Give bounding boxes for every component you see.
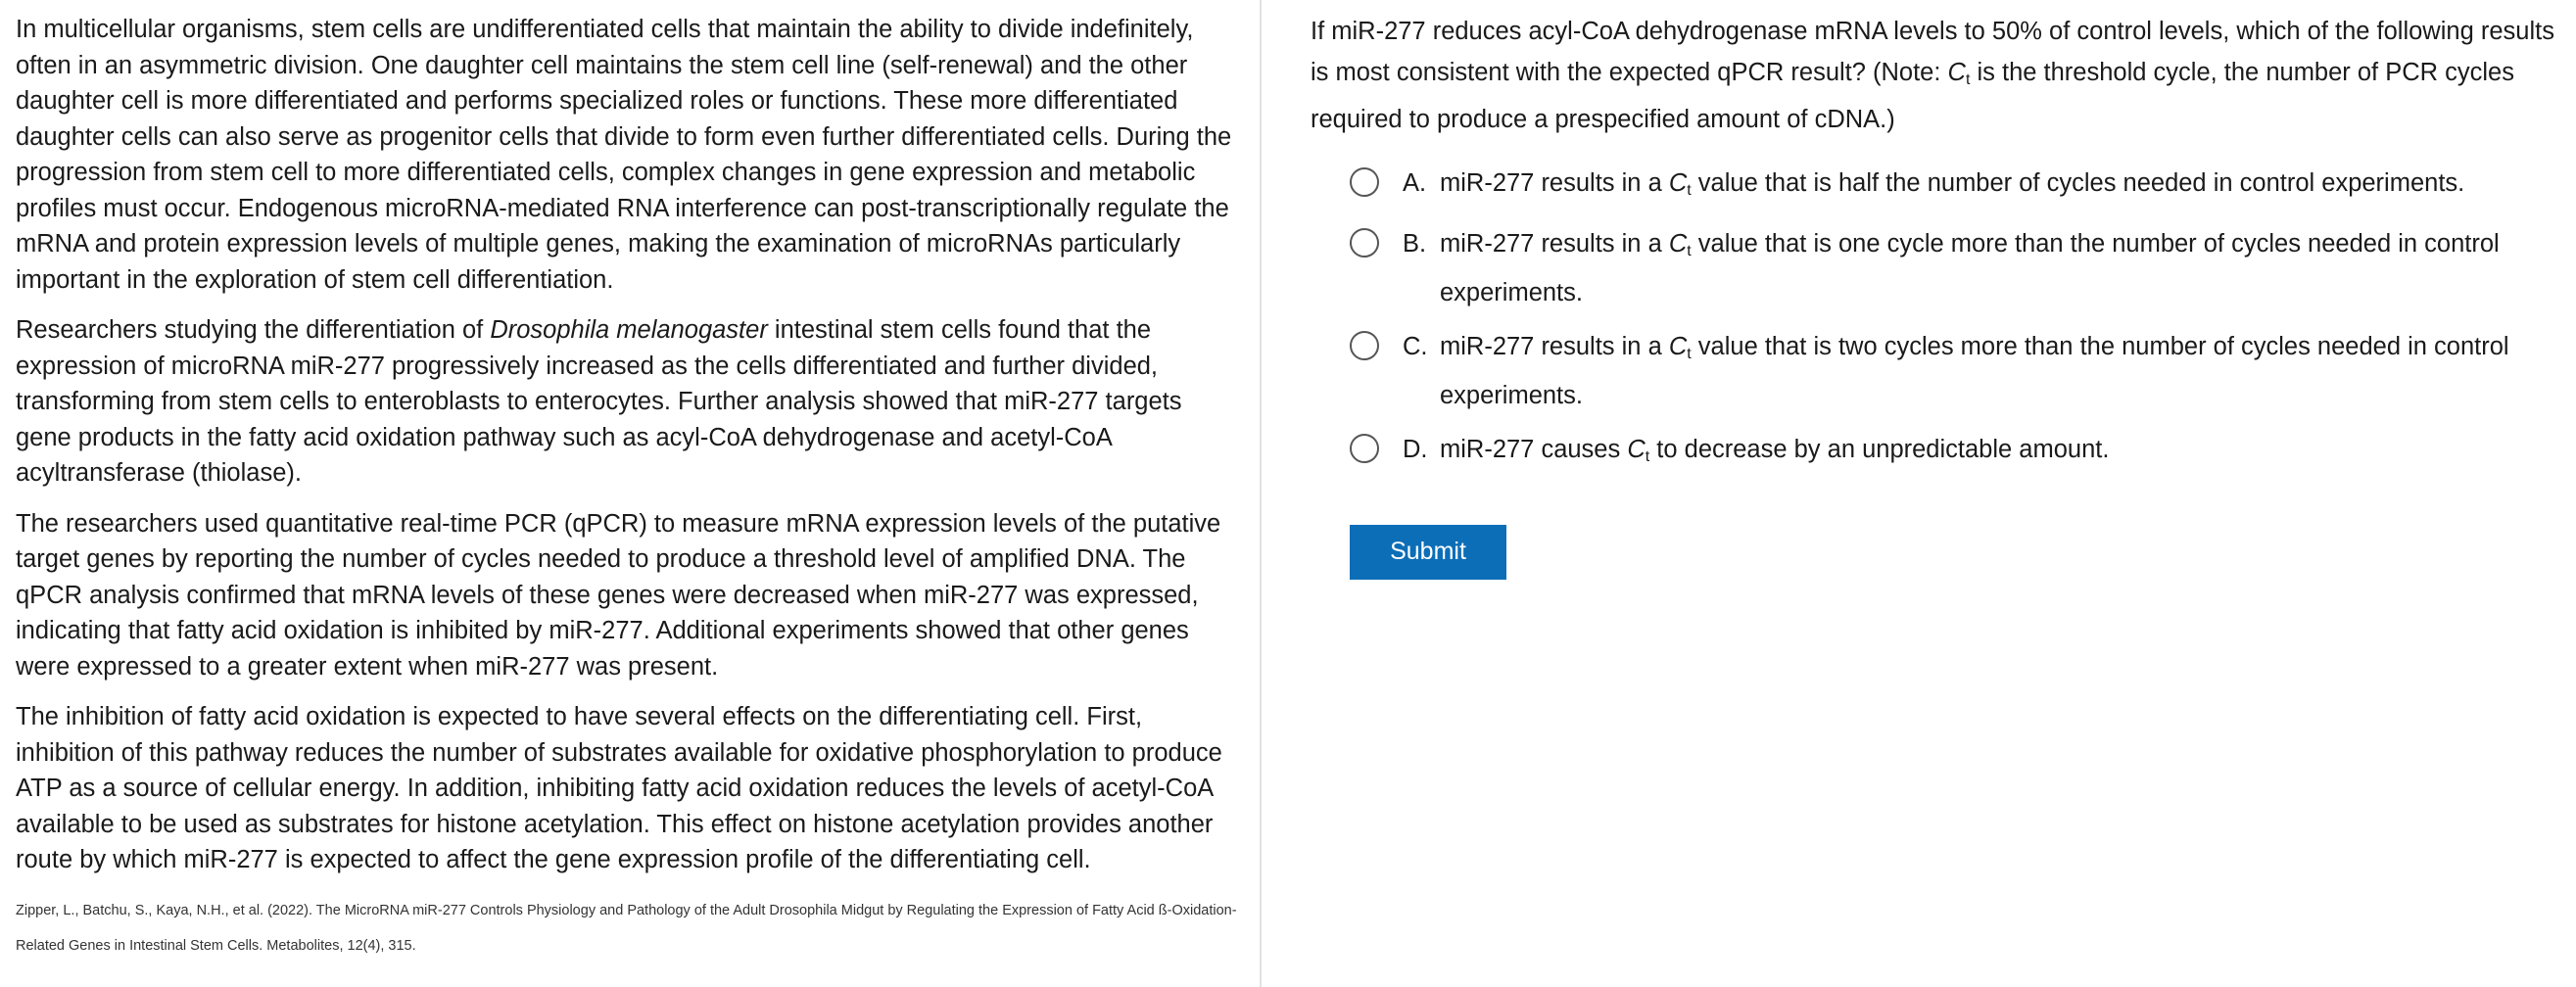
species-name: Drosophila melanogaster bbox=[490, 316, 768, 344]
question-pane bbox=[1264, 0, 2576, 987]
ct-symbol-subscript: t bbox=[1687, 181, 1692, 199]
answer-options bbox=[1350, 163, 2576, 478]
question-stem-part1: If miR-277 reduces acyl-CoA dehydrogenase mRNA levels to 50% of control levels, which of the following results is most consistent with the expected qPCR result? (Note: bbox=[1311, 18, 2554, 86]
passage-paragraph-2 bbox=[16, 312, 1240, 492]
answer-option-a-text[interactable] bbox=[1403, 163, 2576, 212]
option-text-end: value that is one cycle more than the number of cycles needed in control experiments. bbox=[1440, 229, 2500, 306]
passage-paragraph-3: The researchers used quantitative real-time PCR (qPCR) to measure mRNA expression levels of the putative target genes by reporting the number of cycles needed to produce a threshold level of amplified DNA. The qPCR analysis confirmed that mRNA levels of these genes were decreased when miR-277 was expressed, indicating that fatty acid oxidation is inhibited by miR-277. Additional experiments showed that other genes were expressed to a greater extent when miR-277 was present. bbox=[16, 509, 1221, 681]
option-letter: B. bbox=[1403, 229, 1427, 258]
ct-symbol-letter: C bbox=[1627, 435, 1646, 463]
option-text-start: miR-277 results in a bbox=[1440, 229, 1669, 258]
ct-symbol-letter: C bbox=[1668, 332, 1688, 360]
answer-option-a[interactable] bbox=[1350, 163, 2576, 212]
ct-symbol bbox=[1669, 333, 1692, 360]
option-text-end: value that is two cycles more than the number of cycles needed in control experiments. bbox=[1440, 332, 2509, 409]
question-stem bbox=[1311, 12, 2574, 141]
ct-symbol bbox=[1627, 436, 1649, 463]
answer-option-c[interactable] bbox=[1350, 326, 2576, 417]
ct-symbol-subscript: t bbox=[1645, 447, 1650, 465]
passage-paragraph-4: The inhibition of fatty acid oxidation is expected to have several effects on the differentiating cell. First, inhibition of this pathway reduces the number of substrates available for oxidative phosphorylation to produce ATP as a source of cellular energy. In addition, inhibiting fatty acid oxidation reduces the levels of acetyl-CoA available to be used as substrates for histone acetylation. This effect on histone acetylation provides another route by which miR-277 is expected to affect the gene expression profile of the differentiating cell. bbox=[16, 703, 1222, 873]
answer-option-d-text[interactable] bbox=[1403, 429, 2576, 478]
passage-paragraph-2-start: Researchers studying the differentiation of bbox=[16, 316, 491, 344]
ct-symbol-subscript: t bbox=[1687, 345, 1692, 362]
option-text-start: miR-277 results in a bbox=[1440, 168, 1669, 197]
radio-button-b[interactable] bbox=[1350, 228, 1379, 258]
ct-symbol-subscript: t bbox=[1687, 242, 1692, 259]
option-letter: A. bbox=[1403, 168, 1427, 197]
option-text-start: miR-277 causes bbox=[1440, 435, 1628, 463]
ct-symbol-subscript: t bbox=[1965, 70, 1971, 88]
passage-pane bbox=[0, 0, 1262, 987]
ct-symbol-letter: C bbox=[1668, 229, 1688, 258]
ct-symbol bbox=[1669, 169, 1692, 197]
option-letter: D. bbox=[1403, 435, 1428, 463]
option-text-end: value that is half the number of cycles needed in control experiments. bbox=[1691, 168, 2465, 197]
radio-button-d[interactable] bbox=[1350, 434, 1379, 463]
answer-option-b-text[interactable] bbox=[1403, 223, 2576, 314]
option-letter: C. bbox=[1403, 332, 1428, 360]
ct-symbol bbox=[1948, 59, 1971, 86]
ct-symbol-letter: C bbox=[1947, 58, 1966, 86]
passage-paragraph-1: In multicellular organisms, stem cells are undifferentiated cells that maintain the ability to divide indefinitely, often in an asymmetric division. One daughter cell maintains the stem cell line (self-renewal) and the other daughter cell is more differentiated and performs specialized roles or functions. These more differentiated daughter cells can also serve as progenitor cells that divide to form even further differentiated cells. During the progression from stem cell to more differentiated cells, complex changes in gene expression and metabolic profiles must occur. Endogenous microRNA-mediated RNA interference can post-transcriptionally regulate the mRNA and protein expression levels of multiple genes, making the examination of microRNAs particularly important in the exploration of stem cell differentiation. bbox=[16, 16, 1232, 294]
answer-option-b[interactable] bbox=[1350, 223, 2576, 314]
question-stem-part2: is the threshold cycle, the number of PCR cycles required to produce a prespecified amount of cDNA.) bbox=[1311, 58, 2514, 133]
answer-option-d[interactable] bbox=[1350, 429, 2576, 478]
citation: Zipper, L., Batchu, S., Kaya, N.H., et al. (2022). The MicroRNA miR-277 Controls Physiology and Pathology of the Adult Drosophila Midgut by Regulating the Expression of Fatty Acid ß-Oxidation-Related Genes in Intestinal Stem Cells. Metabolites, 12(4), 315. bbox=[16, 902, 1237, 954]
radio-button-c[interactable] bbox=[1350, 331, 1379, 360]
radio-button-a[interactable] bbox=[1350, 167, 1379, 197]
ct-symbol bbox=[1669, 230, 1692, 258]
passage-paragraph-2-end: intestinal stem cells found that the expression of microRNA miR-277 progressively increased as the cells differentiated and further divided, transforming from stem cells to enteroblasts to enterocytes. Further analysis showed that miR-277 targets gene products in the fatty acid oxidation pathway such as acyl-CoA dehydrogenase and acetyl-CoA acyltransferase (thiolase). bbox=[16, 316, 1182, 487]
option-text-end: to decrease by an unpredictable amount. bbox=[1649, 435, 2110, 463]
submit-button[interactable]: Submit bbox=[1350, 525, 1506, 580]
ct-symbol-letter: C bbox=[1668, 168, 1688, 197]
option-text-start: miR-277 results in a bbox=[1440, 332, 1669, 360]
answer-option-c-text[interactable] bbox=[1403, 326, 2576, 417]
